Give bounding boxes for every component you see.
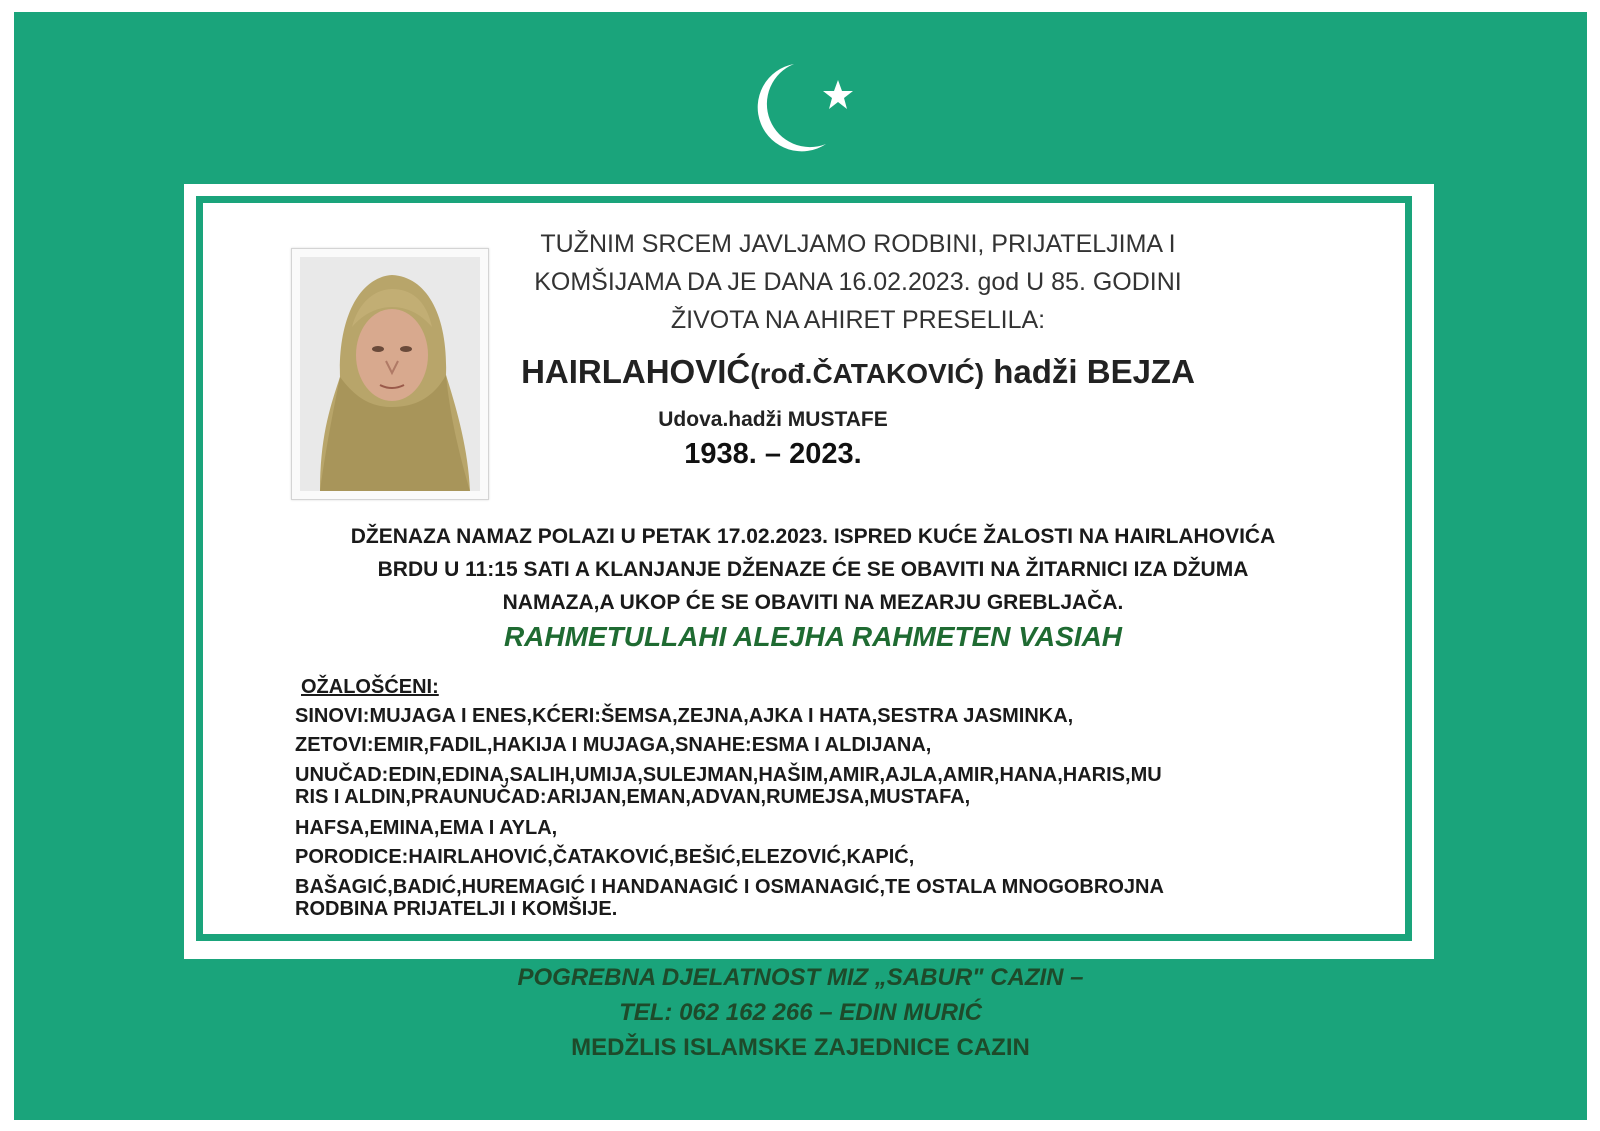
mourners-line: SINOVI:MUJAGA I ENES,KĆERI:ŠEMSA,ZEJNA,AJKA I HATA,SESTRA JASMINKA, xyxy=(295,705,1074,727)
mourners-line: RODBINA PRIJATELJI I KOMŠIJE. xyxy=(295,898,618,920)
footer-service-name: POGREBNA DJELATNOST MIZ „SABUR" CAZIN – xyxy=(517,964,1084,991)
funeral-service-footer xyxy=(14,960,1587,1065)
mourners-heading: OŽALOŠĆENI: xyxy=(301,676,439,698)
deceased-surname: HAIRLAHOVIĆ xyxy=(521,353,751,390)
funeral-details xyxy=(293,520,1333,619)
intro-line: ŽIVOTA NA AHIRET PRESELILA: xyxy=(670,306,1046,334)
mourners-line: HAFSA,EMINA,EMA I AYLA, xyxy=(295,817,558,839)
intro-line: KOMŠIJAMA DA JE DANA 16.02.2023. god U 85. GODINI xyxy=(534,268,1182,296)
intro-line: TUŽNIM SRCEM JAVLJAMO RODBINI, PRIJATELJIMA I xyxy=(540,230,1176,258)
funeral-line: BRDU U 11:15 SATI A KLANJANJE DŽENAZE ĆE SE OBAVITI NA ŽITARNICI IZA DŽUMA xyxy=(377,558,1249,581)
portrait-frame xyxy=(291,248,489,500)
mourners-line: ZETOVI:EMIR,FADIL,HAKIJA I MUJAGA,SNAHE:ESMA I ALDIJANA, xyxy=(295,734,932,756)
announcement-intro xyxy=(473,225,1243,339)
footer-organization: MEDŽLIS ISLAMSKE ZAJEDNICE CAZIN xyxy=(571,1034,1030,1061)
mourners-line: RIS I ALDIN,PRAUNUČAD:ARIJAN,EMAN,ADVAN,RUMEJSA,MUSTAFA, xyxy=(295,786,971,808)
portrait-photo-icon xyxy=(300,257,480,491)
funeral-line: NAMAZA,A UKOP ĆE SE OBAVITI NA MEZARJU GREBLJAČA. xyxy=(502,591,1124,614)
notice-inner-frame xyxy=(196,196,1412,941)
life-years: 1938. – 2023. xyxy=(684,438,862,470)
mourners-line: PORODICE:HAIRLAHOVIĆ,ČATAKOVIĆ,BEŠIĆ,ELEZOVIĆ,KAPIĆ, xyxy=(295,846,915,868)
deceased-maiden-name: (rođ.ČATAKOVIĆ) xyxy=(750,358,985,389)
crescent-star-icon xyxy=(754,52,864,162)
prayer-text: RAHMETULLAHI ALEJHA RAHMETEN VASIAH xyxy=(503,621,1123,652)
funeral-line: DŽENAZA NAMAZ POLAZI U PETAK 17.02.2023. ISPRED KUĆE ŽALOSTI NA HAIRLAHOVIĆA xyxy=(350,525,1276,548)
footer-phone: TEL: 062 162 266 – EDIN MURIĆ xyxy=(619,999,982,1026)
deceased-given-name: hadži BEJZA xyxy=(984,353,1195,390)
mourners-line: UNUČAD:EDIN,EDINA,SALIH,UMIJA,SULEJMAN,HAŠIM,AMIR,AJLA,AMIR,HANA,HARIS,MU xyxy=(295,764,1162,786)
deceased-name xyxy=(473,353,1243,391)
mourners-line: BAŠAGIĆ,BADIĆ,HUREMAGIĆ I HANDANAGIĆ I OSMANAGIĆ,TE OSTALA MNOGOBROJNA xyxy=(295,876,1164,898)
mourners-list xyxy=(295,673,1345,920)
obituary-sheet xyxy=(14,12,1587,1120)
notice-frame xyxy=(184,184,1434,959)
widow-of: Udova.hadži MUSTAFE xyxy=(658,408,888,431)
